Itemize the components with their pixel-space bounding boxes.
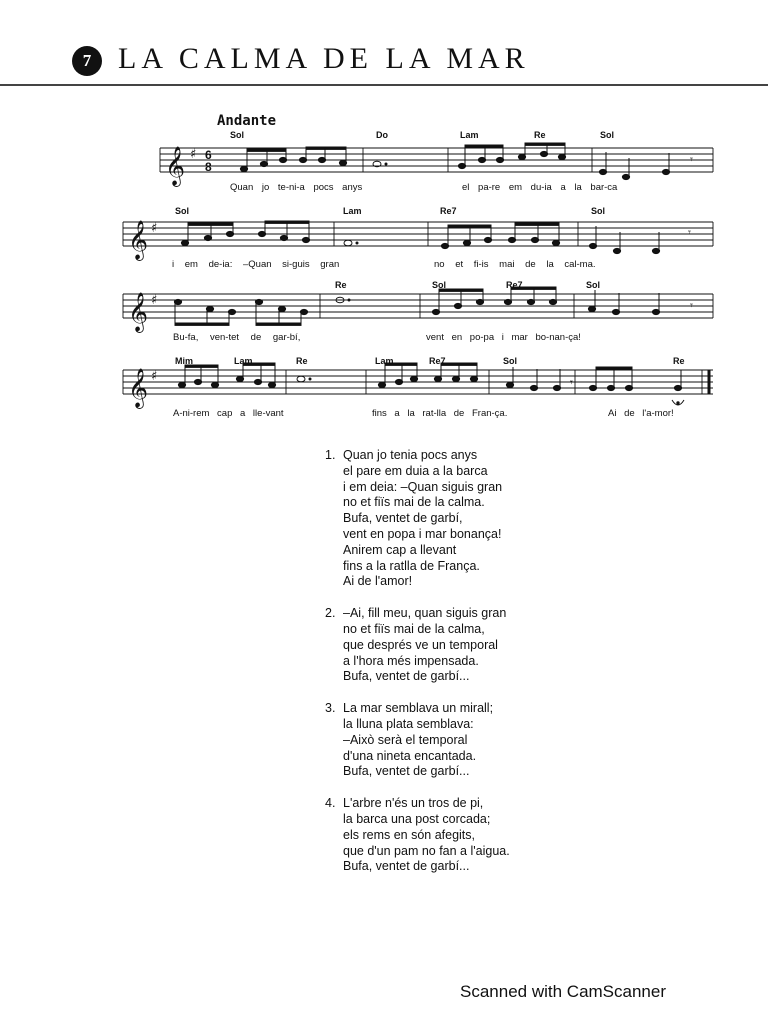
song-number-badge: 7: [72, 46, 102, 76]
lyric-line: Bu-fa, ven-tet de gar-bí,: [173, 332, 301, 343]
time-signature-top: 6: [205, 148, 212, 162]
verse-4: [325, 796, 510, 875]
time-signature-bottom: 8: [205, 160, 212, 174]
scanner-watermark: Scanned with CamScanner: [460, 982, 667, 1001]
verse-line: Bufa, ventet de garbí,: [343, 511, 463, 526]
verse-line: L'arbre n'és un tros de pi,: [343, 796, 484, 811]
verse-1: [325, 448, 510, 590]
chord-symbol: Sol: [230, 130, 245, 140]
verse-line: la barca una post corcada;: [343, 811, 491, 826]
treble-clef-icon: 𝄞: [128, 368, 149, 408]
chord-symbol: Re: [534, 130, 546, 140]
lyric-line: Quan jo te-ni-a pocs anys: [230, 182, 363, 193]
verse-line: La mar semblava un mirall;: [343, 701, 494, 716]
verse-line: vent en popa i mar bonança!: [343, 526, 502, 541]
verse-line: no et fiïs mai de la calma,: [343, 621, 485, 636]
svg-text:𝄾: 𝄾: [690, 299, 693, 312]
verse-line: –Això serà el temporal: [343, 732, 468, 747]
sharp-icon: ♯: [190, 147, 197, 162]
music-score: [0, 0, 768, 440]
verse-number: 2.: [325, 606, 336, 621]
chord-symbol: Sol: [591, 206, 606, 216]
verse-number: 4.: [325, 796, 336, 811]
verse-line: a l'hora més impensada.: [343, 653, 479, 668]
verse-line: Bufa, ventet de garbí...: [343, 764, 470, 779]
verse-line: fins a la ratlla de França.: [343, 558, 480, 573]
chord-symbol: Sol: [432, 280, 447, 290]
verse-line: Anirem cap a llevant: [343, 542, 457, 557]
chord-symbol: Re: [335, 280, 347, 290]
verses: [325, 448, 510, 891]
verse-3: [325, 701, 510, 780]
verse-line: el pare em duia a la barca: [343, 463, 488, 478]
verse-line: que d'un pam no fan a l'aigua.: [343, 843, 510, 858]
chord-symbol: Re7: [429, 356, 446, 366]
verse-line: la lluna plata semblava:: [343, 716, 474, 731]
sharp-icon: ♯: [151, 369, 158, 384]
verse-line: Bufa, ventet de garbí...: [343, 669, 470, 684]
chord-symbol: Lam: [375, 356, 394, 366]
svg-text:𝄾: 𝄾: [570, 376, 573, 389]
lyric-line: fins a la rat-lla de Fran-ça.: [372, 408, 508, 419]
chord-symbol: Lam: [343, 206, 362, 216]
verse-line: Bufa, ventet de garbí...: [343, 859, 470, 874]
tempo-marking: Andante: [217, 113, 277, 129]
treble-clef-icon: 𝄞: [128, 220, 149, 260]
lyric-line: no et fi-is mai de la cal-ma.: [434, 259, 596, 270]
staff-3: [123, 294, 713, 318]
verse-number: 3.: [325, 701, 336, 716]
chord-symbol: Sol: [586, 280, 601, 290]
chord-symbol: Re: [296, 356, 308, 366]
chord-symbol: Sol: [175, 206, 190, 216]
lyric-line: vent en po-pa i mar bo-nan-ça!: [426, 332, 581, 343]
verse-number: 1.: [325, 448, 336, 462]
sharp-icon: ♯: [151, 293, 158, 308]
svg-text:𝄾: 𝄾: [690, 153, 693, 166]
verse-2: [325, 606, 510, 685]
chord-symbol: Re: [673, 356, 685, 366]
verse-line: no et fiïs mai de la calma.: [343, 495, 485, 510]
verse-line: Quan jo tenia pocs anys: [343, 448, 478, 462]
staff-4: [123, 370, 713, 394]
verse-line: Ai de l'amor!: [343, 574, 413, 589]
chord-symbol: Do: [376, 130, 388, 140]
chord-symbol: Sol: [503, 356, 518, 366]
treble-clef-icon: 𝄞: [165, 146, 186, 186]
chord-symbol: Lam: [460, 130, 479, 140]
song-title: LA CALMA DE LA MAR: [118, 42, 530, 75]
chord-symbol: Sol: [600, 130, 615, 140]
chord-symbol: Re7: [506, 280, 523, 290]
chord-symbol: Mim: [175, 356, 193, 366]
lyric-line: Ai de l'a-mor!: [608, 408, 674, 419]
chord-symbol: Re7: [440, 206, 457, 216]
lyric-line: A-ni-rem cap a lle-vant: [173, 408, 284, 419]
treble-clef-icon: 𝄞: [128, 292, 149, 332]
lyric-line: el pa-re em du-ia a la bar-ca: [462, 182, 618, 193]
verse-line: d'una nineta encantada.: [343, 748, 477, 763]
svg-text:𝄾: 𝄾: [688, 226, 691, 239]
verse-line: els rems en són afegits,: [343, 827, 476, 842]
sharp-icon: ♯: [151, 221, 158, 236]
verse-line: que després ve un temporal: [343, 637, 498, 652]
verse-line: –Ai, fill meu, quan siguis gran: [343, 606, 507, 621]
chord-symbol: Lam: [234, 356, 253, 366]
lyric-line: i em de-ia: –Quan si-guis gran: [172, 259, 340, 270]
verse-line: i em deia: –Quan siguis gran: [343, 479, 503, 494]
